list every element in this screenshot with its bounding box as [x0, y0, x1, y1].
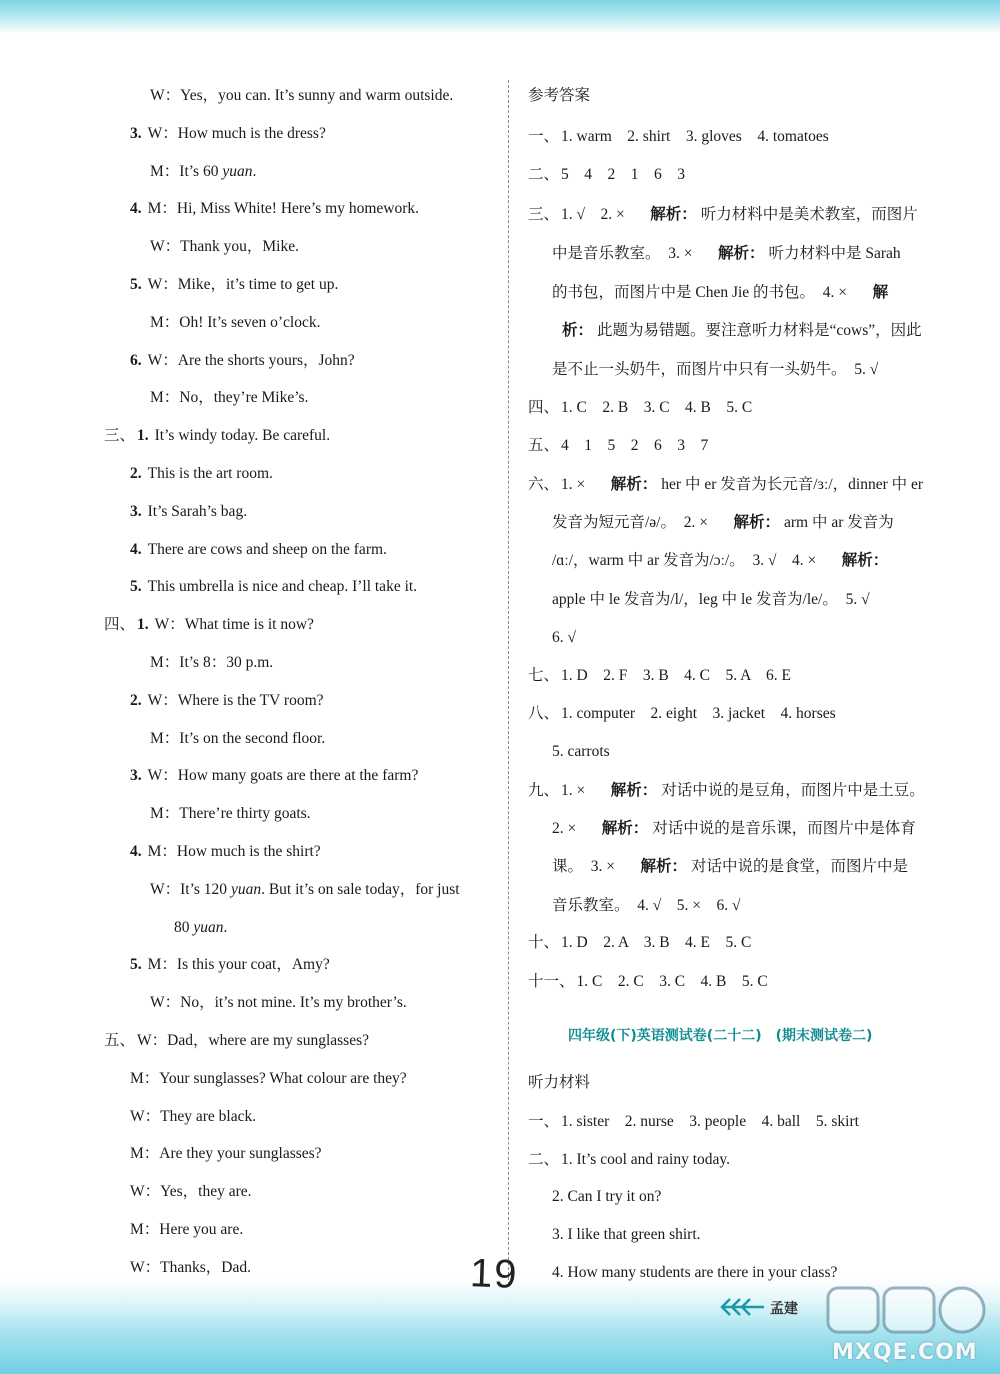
- answer-text: 4. How many students are there in your class?: [552, 1264, 838, 1281]
- answer-line: [528, 704, 836, 724]
- line-text: W：Yes，they are.: [130, 1183, 252, 1201]
- item-number: 4.: [130, 843, 142, 860]
- script-line: [130, 577, 417, 597]
- answer-line: [552, 857, 908, 877]
- line-text: M：It’s 60: [150, 162, 223, 180]
- line-text: M：There’re thirty goats.: [150, 805, 311, 823]
- analysis-label: 解析：: [650, 206, 697, 223]
- script-line: [150, 388, 308, 408]
- line-text: This umbrella is nice and cheap. I’ll take it.: [147, 578, 418, 596]
- script-line: [130, 955, 330, 975]
- answer-text: 1. ×: [561, 476, 601, 493]
- analysis-label: 解: [872, 284, 889, 301]
- line-text: M：Here you are.: [130, 1221, 244, 1238]
- analysis-label: 解析：: [640, 858, 688, 875]
- item-number: 3.: [130, 124, 142, 142]
- answer-line: [528, 205, 918, 225]
- answer-line: [528, 165, 685, 185]
- script-line: [130, 1258, 251, 1278]
- answer-text: 中是音乐教室。 3. ×: [552, 245, 708, 262]
- answer-line: [528, 972, 768, 992]
- line-text: M：Oh! It’s seven o’clock.: [150, 313, 321, 331]
- analysis-label: 析：: [562, 322, 594, 339]
- script-line: [150, 729, 325, 749]
- script-line: [130, 691, 324, 711]
- answer-text: 2. Can I try it on?: [552, 1188, 662, 1205]
- item-number: 4.: [130, 200, 142, 218]
- answer-line: [552, 1225, 701, 1245]
- answer-line: [552, 590, 870, 610]
- answer-text: 1. D 2. F 3. B 4. C 5. A 6. E: [561, 667, 791, 684]
- answer-line: [528, 933, 751, 953]
- line-text: It’s windy today. Be careful.: [154, 427, 331, 445]
- answer-line: [552, 513, 894, 533]
- script-line: [130, 1144, 322, 1164]
- script-line: [130, 842, 321, 862]
- watermark-text: MXQE.COM: [832, 1340, 978, 1365]
- script-line: [130, 766, 418, 786]
- answer-line: [528, 1150, 730, 1170]
- section-marker: 四、: [528, 399, 560, 416]
- script-line: [150, 162, 256, 182]
- item-number: 3.: [130, 502, 142, 520]
- answer-text: 参考答案: [528, 87, 591, 104]
- line-text: M：Hi, Miss White! Here’s my homework.: [147, 200, 419, 218]
- script-line: [130, 275, 338, 295]
- footer-author: 孟建: [770, 1301, 798, 1317]
- line-text: M：How much is the shirt?: [147, 843, 321, 860]
- answer-line: [552, 742, 610, 762]
- script-line: [130, 199, 419, 219]
- item-number: 2.: [130, 691, 142, 709]
- line-text: W：Where is the TV room?: [147, 691, 324, 709]
- line-text: W：Thank you，Mike.: [150, 238, 299, 256]
- line-text: M：Is this your coat，Amy?: [147, 956, 330, 974]
- script-line: [150, 86, 453, 106]
- analysis-label: 解析：: [841, 552, 889, 569]
- script-line: [130, 1220, 243, 1240]
- line-text: W：They are black.: [130, 1107, 257, 1125]
- answer-text: 1. √ 2. ×: [561, 206, 641, 223]
- answer-text: 1. computer 2. eight 3. jacket 4. horses: [561, 705, 836, 722]
- answer-text: 6. √: [552, 629, 577, 646]
- analysis-text: 对话中说的是豆角，而图片中是土豆。: [661, 782, 925, 799]
- answer-line: [552, 896, 741, 916]
- script-line: [150, 313, 320, 333]
- script-line: [150, 804, 311, 824]
- item-number: 1.: [137, 427, 149, 445]
- script-line: [130, 1107, 256, 1127]
- answer-line: [552, 1187, 661, 1207]
- answer-line: [528, 398, 752, 418]
- answer-line: [552, 244, 901, 264]
- line-text: W：Mike，it’s time to get up.: [147, 276, 339, 293]
- answer-line: [552, 551, 892, 571]
- answer-line: [528, 781, 925, 801]
- section-marker: 三、: [528, 206, 560, 223]
- line-text: W：How much is the dress?: [147, 124, 326, 142]
- answer-line: [528, 436, 708, 456]
- section-marker: 二、: [528, 1151, 560, 1168]
- section-marker: 七、: [528, 667, 560, 684]
- script-line: [150, 880, 460, 900]
- answer-text: 1. ×: [561, 782, 601, 799]
- section-marker: 五、: [528, 437, 560, 454]
- answer-text: 5. carrots: [552, 743, 610, 760]
- answer-text: 的书包，而图片中是 Chen Jie 的书包。 4. ×: [552, 284, 863, 301]
- script-line: [174, 918, 227, 938]
- answer-text: 1. It’s cool and rainy today.: [561, 1151, 731, 1168]
- line-text: W：No，it’s not mine. It’s my brother’s.: [150, 994, 407, 1012]
- answer-line: [552, 628, 576, 648]
- analysis-text: 听力材料中是美术教室，而图片: [700, 206, 918, 223]
- analysis-label: 解析：: [733, 514, 781, 531]
- script-line: [130, 124, 326, 144]
- answer-line: [528, 1112, 859, 1132]
- analysis-label: 解析：: [601, 820, 649, 837]
- answer-line: [528, 666, 791, 686]
- script-line: [150, 237, 299, 257]
- section-marker: 十一、: [528, 973, 575, 990]
- analysis-label: 解析：: [610, 782, 658, 799]
- analysis-label: 解析：: [610, 476, 658, 493]
- analysis-text: 此题为易错题。要注意听力材料是“cows”，因此: [597, 322, 922, 339]
- answer-text: 发音为短元音/ə/。 2. ×: [552, 514, 724, 531]
- line-text: W：It’s 120: [150, 880, 231, 898]
- line-text-tail: .: [223, 918, 228, 936]
- item-number: 6.: [130, 351, 142, 369]
- answer-text: 1. C 2. C 3. C 4. B 5. C: [576, 973, 768, 990]
- line-text: M：It’s 8：30 p.m.: [150, 654, 274, 671]
- answer-text: 1. C 2. B 3. C 4. B 5. C: [561, 399, 753, 416]
- line-text: 80: [174, 918, 194, 936]
- column-divider: [508, 80, 509, 1285]
- line-text: It’s Sarah’s bag.: [147, 502, 248, 520]
- currency-word: yuan: [193, 918, 224, 936]
- answer-text: apple 中 le 发音为/l/，leg 中 le 发音为/le/。 5. √: [552, 591, 870, 608]
- script-line: [104, 1031, 369, 1051]
- line-text: W：Thanks，Dad.: [130, 1258, 251, 1276]
- top-decorative-band: [0, 0, 1000, 34]
- line-text: W：Yes，you can. It’s sunny and warm outside.: [150, 87, 454, 104]
- handwritten-page-number: 19: [469, 1251, 520, 1297]
- answer-line: [528, 475, 923, 495]
- item-number: 4.: [130, 540, 142, 558]
- answer-text: 是不止一头奶牛，而图片中只有一头奶牛。 5. √: [552, 361, 879, 378]
- currency-word: yuan: [222, 162, 253, 180]
- answer-text: 1. warm 2. shirt 3. gloves 4. tomatoes: [561, 128, 829, 145]
- answer-text: 2. ×: [552, 820, 592, 837]
- item-number: 1.: [137, 616, 149, 634]
- script-line: [104, 426, 330, 446]
- item-number: 2.: [130, 465, 142, 482]
- line-text: This is the art room.: [147, 465, 273, 482]
- script-line: [130, 1069, 407, 1089]
- section-marker: 九、: [528, 782, 560, 799]
- line-text: M：Are they your sunglasses?: [130, 1145, 322, 1163]
- answer-text: 音乐教室。 4. √ 5. × 6. √: [552, 897, 741, 914]
- section-marker: 二、: [528, 166, 560, 183]
- answer-line: [552, 360, 878, 380]
- answer-line: [552, 283, 892, 303]
- section-marker: 一、: [528, 128, 560, 145]
- answer-line: [528, 127, 829, 147]
- section-marker: 五、: [104, 1032, 136, 1049]
- line-text: M：It’s on the second floor.: [150, 729, 326, 747]
- item-number: 5.: [130, 276, 142, 293]
- item-number: 3.: [130, 767, 142, 785]
- script-line: [130, 464, 273, 484]
- section-marker: 十、: [528, 934, 560, 951]
- line-text: W：Are the shorts yours，John?: [147, 351, 355, 369]
- section-marker: 八、: [528, 705, 560, 722]
- answer-text: 5 4 2 1 6 3: [561, 166, 686, 183]
- analysis-text: arm 中 ar 发音为: [784, 514, 894, 531]
- answer-line: [552, 819, 916, 839]
- answer-text: 课。 3. ×: [552, 858, 631, 875]
- script-line: [130, 502, 247, 522]
- script-line: [104, 615, 314, 635]
- section-marker: 四、: [104, 616, 136, 634]
- item-number: 5.: [130, 956, 142, 974]
- answer-text: 1. D 2. A 3. B 4. E 5. C: [561, 934, 752, 951]
- analysis-text: 对话中说的是音乐课，而图片中是体育: [652, 820, 916, 837]
- answer-line: [552, 321, 922, 341]
- line-text: M：No，they’re Mike’s.: [150, 389, 309, 407]
- answer-text: /ɑː/，warm 中 ar 发音为/ɔː/。 3. √ 4. ×: [552, 552, 832, 569]
- analysis-label: 解析：: [718, 245, 765, 262]
- currency-word: yuan: [230, 880, 262, 898]
- answer-text: 听力材料: [528, 1074, 591, 1091]
- line-text-tail: .: [252, 162, 257, 180]
- script-line: [130, 540, 387, 560]
- line-text: W：How many goats are there at the farm?: [147, 767, 419, 785]
- section-marker: 一、: [528, 1113, 560, 1130]
- line-text: W：What time is it now?: [154, 616, 314, 634]
- answer-line: [528, 1073, 590, 1093]
- answer-text: 4 1 5 2 6 3 7: [561, 437, 709, 454]
- script-line: [150, 653, 273, 673]
- script-line: [130, 1182, 252, 1202]
- section-marker: 六、: [528, 476, 560, 493]
- line-text: There are cows and sheep on the farm.: [147, 540, 387, 558]
- section-marker: 三、: [104, 427, 136, 445]
- analysis-text: 对话中说的是食堂，而图片中是: [691, 858, 909, 875]
- line-text-tail: . But it’s on sale today，for just: [261, 880, 460, 898]
- answer-line: [552, 1263, 837, 1283]
- item-number: 5.: [130, 578, 142, 596]
- section-title: 四年级(下)英语测试卷(二十二) (期末测试卷二): [568, 1028, 873, 1044]
- answer-text: 3. I like that green shirt.: [552, 1226, 701, 1243]
- line-text: W：Dad，where are my sunglasses?: [137, 1032, 370, 1049]
- analysis-text: her 中 er 发音为长元音/ɜː/，dinner 中 er: [661, 476, 924, 493]
- answer-line: [528, 86, 590, 106]
- script-line: [130, 351, 355, 371]
- script-line: [150, 993, 407, 1013]
- arrow-ornament-icon: [718, 1296, 766, 1318]
- line-text: M：Your sunglasses? What colour are they?: [130, 1069, 407, 1087]
- answer-text: 1. sister 2. nurse 3. people 4. ball 5. skirt: [561, 1113, 859, 1130]
- analysis-text: 听力材料中是 Sarah: [768, 245, 901, 262]
